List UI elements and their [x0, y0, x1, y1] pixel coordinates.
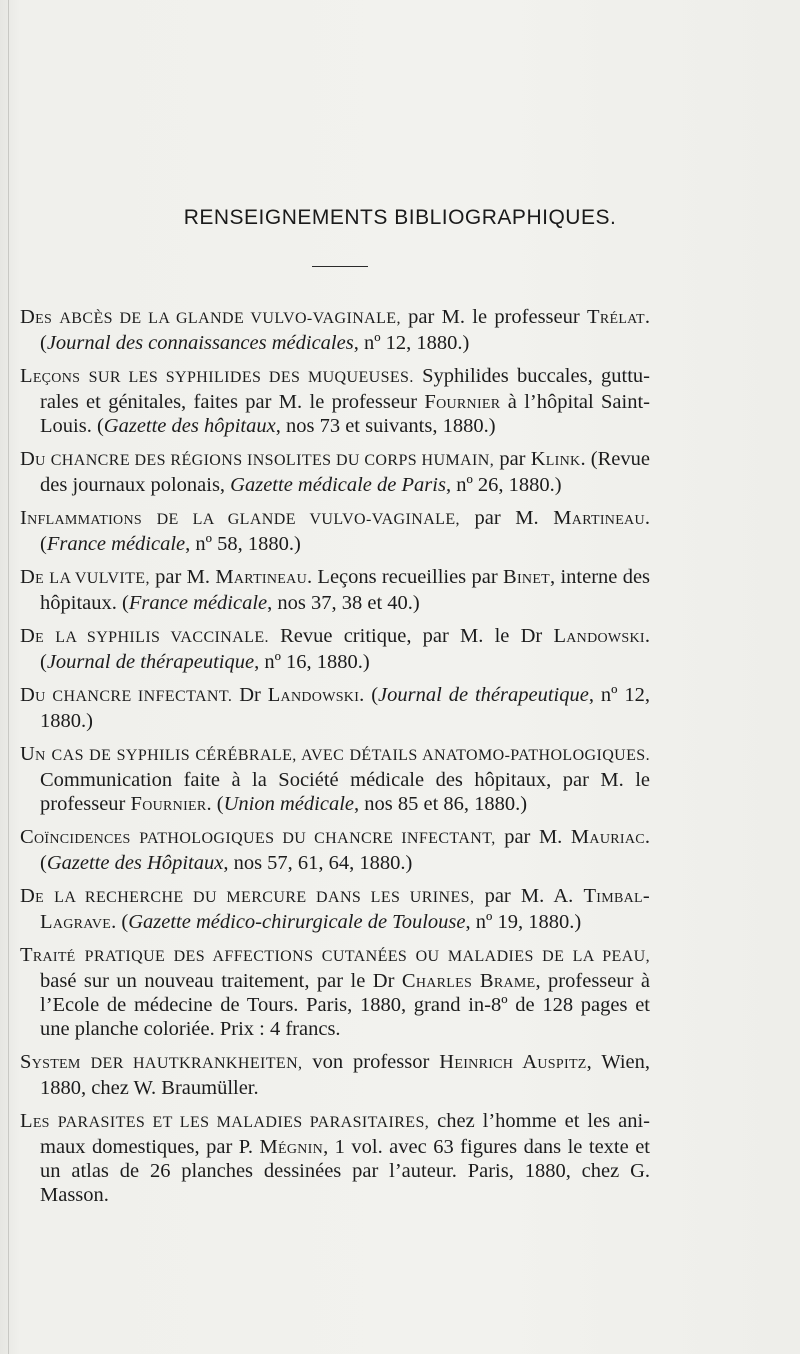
- bibliography-entry: Du CHANCRE DES RÉGIONS INSOLITES DU CORPS HUMAIN, par Klink. (Revue des journaux polonais, Gazette médicale de Paris, nº 26, 1880.): [20, 448, 650, 496]
- bibliography-entry: System DER HAUTKRANKHEITEN, von professor Heinrich Auspitz, Wien, 1880, chez W. Braumüller.: [20, 1051, 651, 1099]
- bibliography-entry: Des ABCÈS DE LA GLANDE VULVO-VAGINALE, par M. le professeur Trélat. (Journal des connaissances médicales, nº 12, 1880.): [20, 306, 651, 354]
- page-heading: RENSEIGNEMENTS BIBLIOGRAPHIQUES.: [183, 206, 617, 229]
- bibliography-entry: Du CHANCRE INFECTANT. Dr Landowski. (Journal de thérapeutique, nº 12, 1880.): [20, 684, 650, 732]
- bibliography-entry: De LA RECHERCHE DU MERCURE DANS LES URINES, par M. A. Timbal-Lagrave. (Gazette médico-chirurgicale de Toulouse, nº 19, 1880.): [20, 885, 651, 933]
- heading-rule: [312, 266, 368, 267]
- bibliography-entry: Les PARASITES ET LES MALADIES PARASITAIRES, chez l’homme et les ani-maux domestiques, par P. Mégnin, 1 vol. avec 63 figures dans le texte et un atlas de 26 planches dessinées par l’auteur. Paris, 1880, chez G. Masson.: [20, 1110, 651, 1206]
- bibliography-entry: De LA SYPHILIS VACCINALE. Revue critique, par M. le Dr Landowski. (Journal de thérapeutique, nº 16, 1880.): [20, 625, 651, 673]
- binding-edge: [8, 0, 9, 1354]
- bibliography-entry: Coïncidences PATHOLOGIQUES DU CHANCRE INFECTANT, par M. Mauriac. (Gazette des Hôpitaux, nos 57, 61, 64, 1880.): [20, 826, 650, 874]
- bibliography-entry: Leçons SUR LES SYPHILIDES DES MUQUEUSES. Syphilides buccales, guttu-rales et génitales, faites par M. le professeur Fournier à l’hôpital Saint-Louis. (Gazette des hôpitaux, nos 73 et suivants, 1880.): [20, 365, 650, 437]
- bibliography-entry: Traité PRATIQUE DES AFFECTIONS CUTANÉES OU MALADIES DE LA PEAU, basé sur un nouveau traitement, par le Dr Charles Brame, professeur à l’Ecole de médecine de Tours. Paris, 1880, grand in-8º de 128 pages et une planche coloriée. Prix : 4 francs.: [20, 944, 651, 1040]
- bibliography-entry: Inflammations DE LA GLANDE VULVO-VAGINALE, par M. Martineau. (France médicale, nº 58, 1880.): [20, 507, 651, 555]
- bibliography-entry: De LA VULVITE, par M. Martineau. Leçons recueillies par Binet, interne des hôpitaux. (France médicale, nos 37, 38 et 40.): [20, 566, 651, 614]
- bibliography-entry: Un CAS DE SYPHILIS CÉRÉBRALE, AVEC DÉTAILS ANATOMO-PATHOLOGIQUES. Communication faite à la Société médicale des hôpitaux, par M. le professeur Fournier. (Union médicale, nos 85 et 86, 1880.): [20, 743, 650, 815]
- bibliography-list: [20, 305, 650, 1216]
